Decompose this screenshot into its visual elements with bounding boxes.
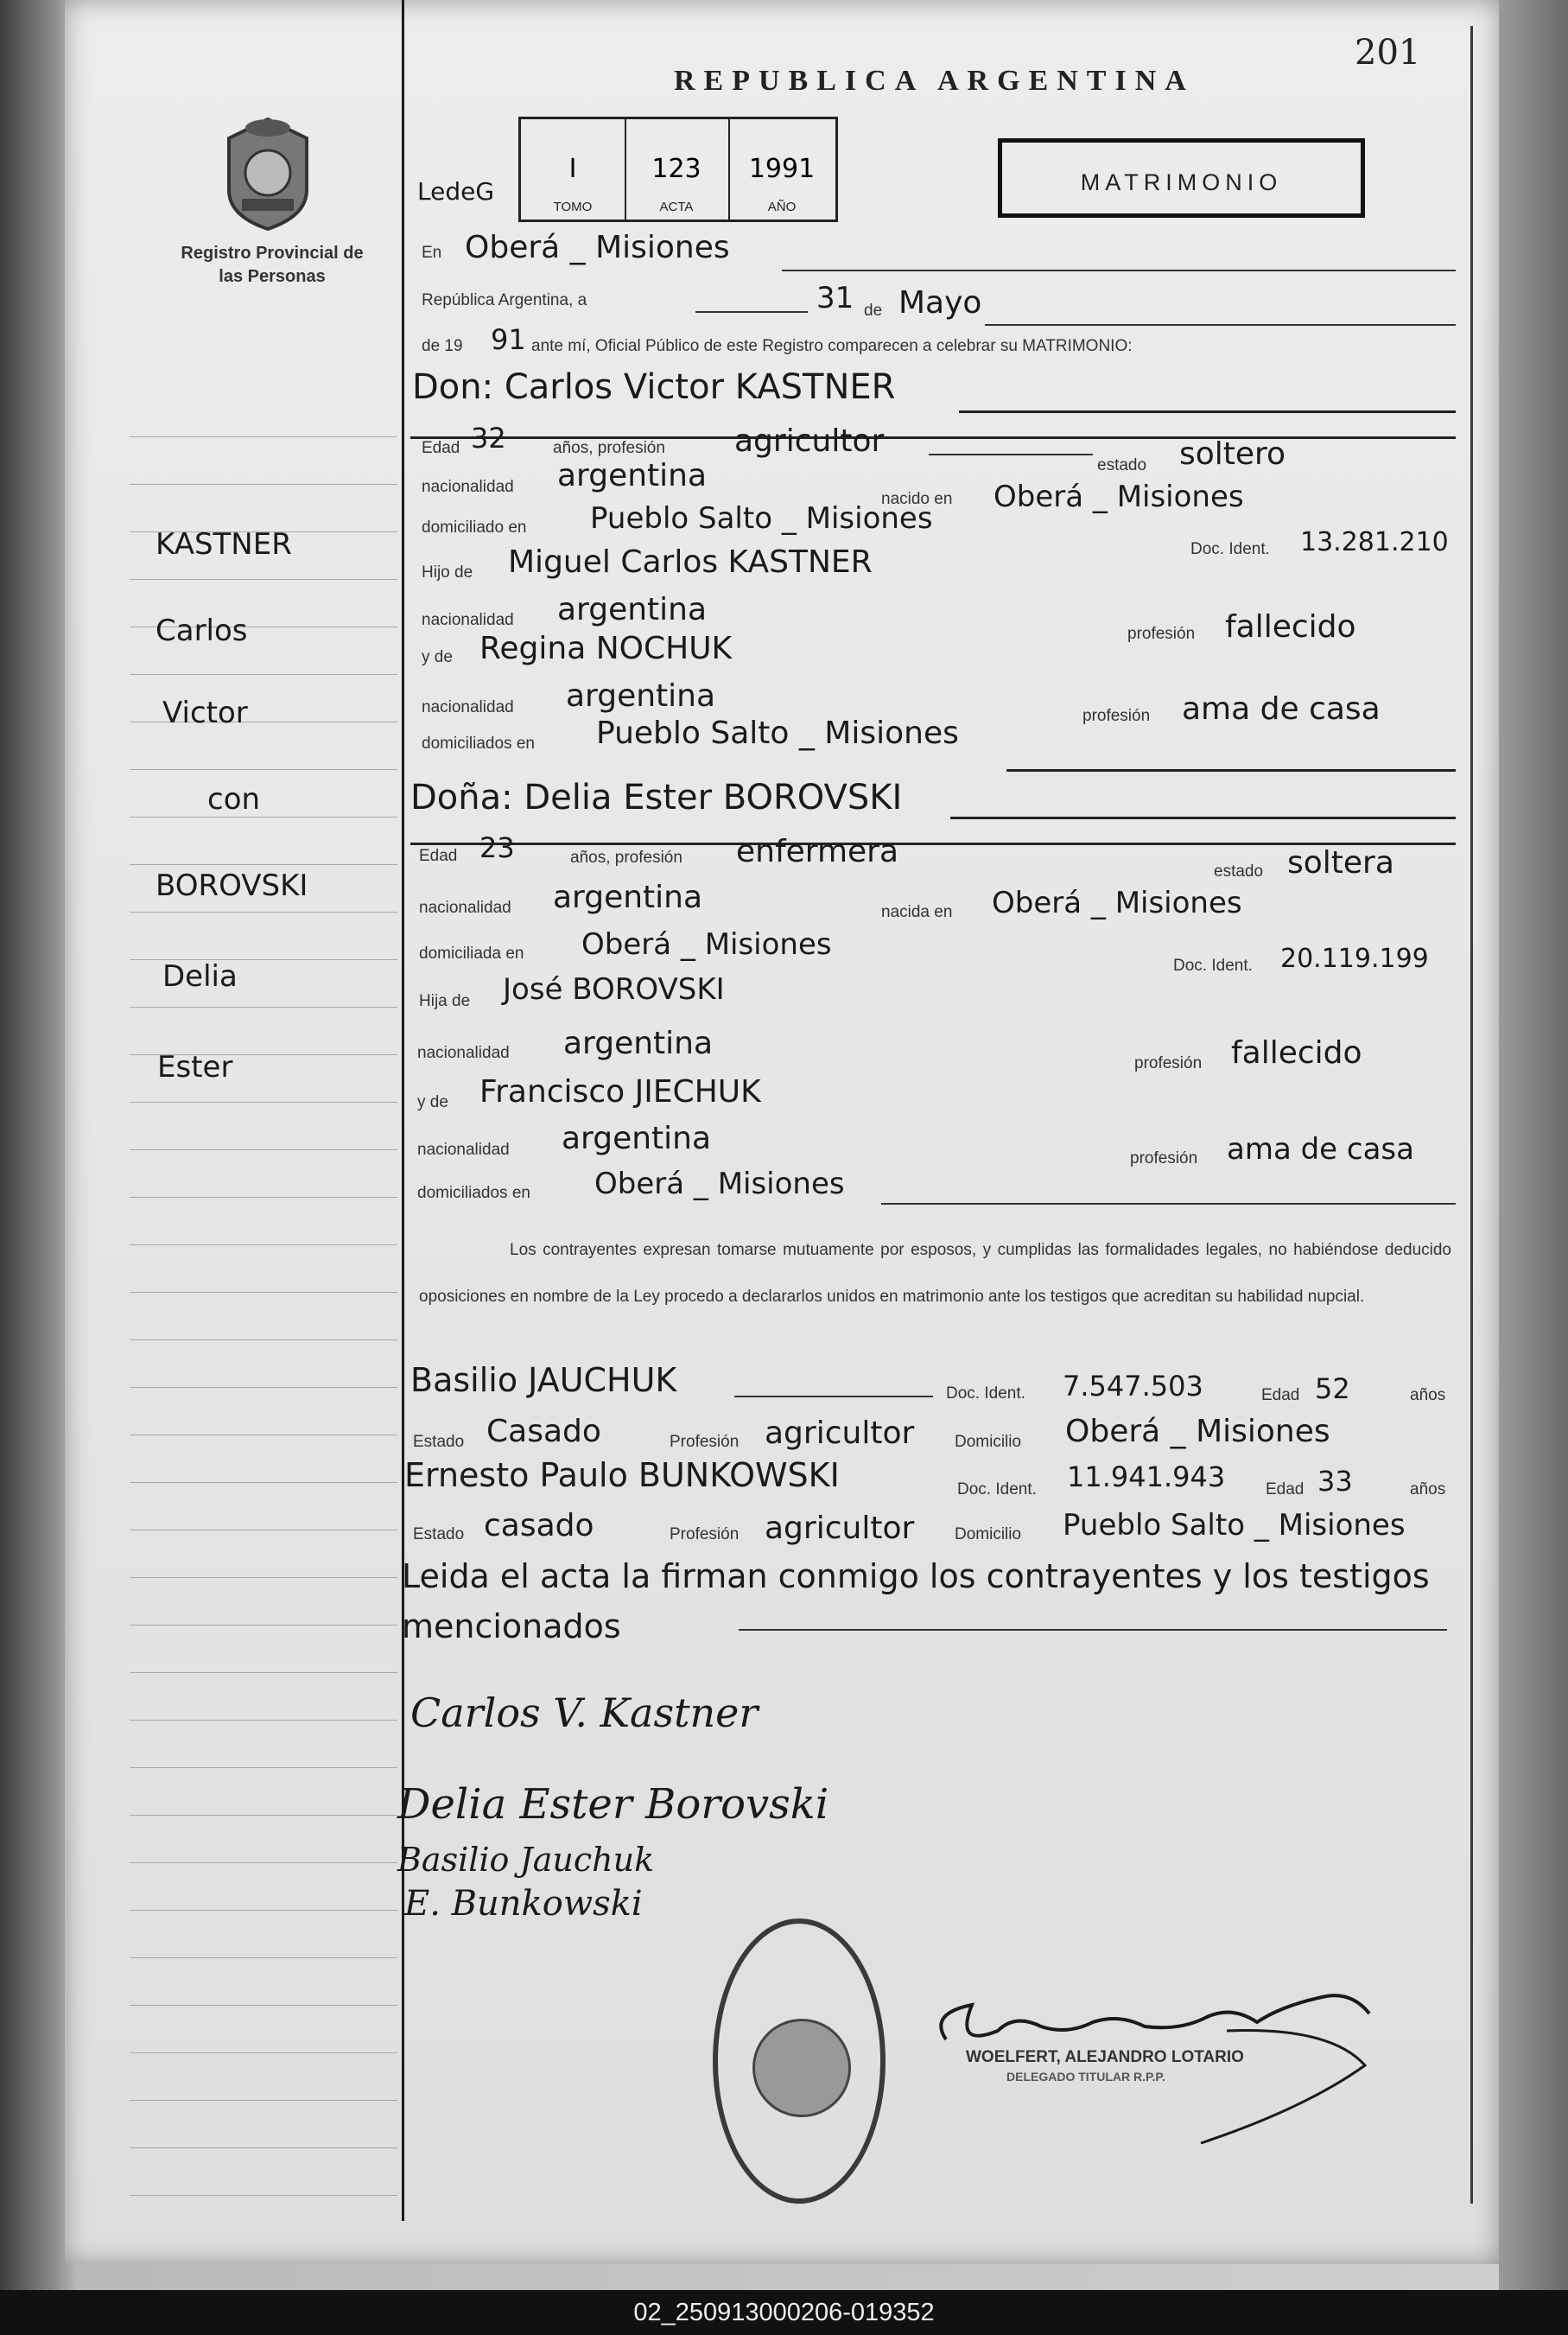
groom-name: Don: Carlos Victor KASTNER [412, 367, 896, 407]
witness-1-edad: 52 [1315, 1372, 1350, 1405]
margin-rule-line [130, 1102, 397, 1103]
groom-father-label: Hijo de [422, 563, 473, 582]
bride-edad-label: Edad [419, 847, 458, 865]
scan-id-footer: 02_250913000206-019352 [0, 2290, 1568, 2335]
margin-rule-line [130, 484, 397, 485]
right-border-line [1470, 26, 1473, 2204]
witness-1-estado-label: Estado [413, 1433, 465, 1451]
margin-name: con [207, 782, 261, 817]
groom-mother-prof: ama de casa [1182, 691, 1381, 727]
margin-rule-line [130, 1577, 397, 1578]
tomo-label: TOMO [553, 200, 593, 214]
page-number: 201 [1355, 33, 1421, 73]
fill-line [739, 1629, 1447, 1631]
bride-doc: 20.119.199 [1280, 944, 1429, 974]
acta-label: ACTA [659, 200, 694, 214]
margin-rule-line [130, 1625, 397, 1626]
margin-rule-line [130, 2195, 397, 2196]
date-day: 31 [816, 281, 854, 315]
margin-name: Victor [162, 696, 248, 730]
fill-line [881, 1203, 1456, 1205]
bride-father-nac-label: nacionalidad [417, 1044, 510, 1062]
groom-father-prof: fallecido [1225, 609, 1356, 645]
bride-mother-nac-label: nacionalidad [417, 1141, 510, 1159]
fill-line [695, 311, 808, 313]
margin-rule-line [130, 817, 397, 818]
groom-nacido-label: nacido en [881, 490, 953, 508]
groom-doc-label: Doc. Ident. [1190, 540, 1270, 558]
official-name: WOELFERT, ALEJANDRO LOTARIO [966, 2048, 1244, 2066]
groom-edad-label: Edad [422, 439, 460, 457]
margin-rule-line [130, 1387, 397, 1388]
margin-rule-line [130, 1815, 397, 1816]
margin-rule-line [130, 1910, 397, 1911]
margin-rule-line [130, 2005, 397, 2006]
fill-line [950, 817, 1456, 819]
ano-value: 1991 [748, 154, 816, 184]
groom-father-nac: argentina [557, 592, 708, 627]
official-stamp-icon [713, 1918, 886, 2204]
bride-mother: Francisco JIECHUK [479, 1074, 761, 1110]
witness-2-edad-label: Edad [1266, 1480, 1305, 1498]
witness-2-profesion: agricultor [765, 1511, 915, 1546]
margin-name: Carlos [156, 614, 248, 648]
witness-2-anos-label: años [1410, 1480, 1446, 1498]
bride-edad: 23 [479, 831, 515, 864]
groom-estado-label: estado [1097, 456, 1147, 474]
margin-rule-line [130, 1720, 397, 1721]
groom-profesion: agricultor [734, 423, 885, 459]
place-label: En [422, 244, 442, 262]
bride-mother-prof-label: profesión [1130, 1149, 1198, 1168]
margin-rule-line [130, 1482, 397, 1483]
margin-rule-line [130, 1862, 397, 1863]
bride-mother-nac: argentina [562, 1121, 712, 1156]
witness-1-anos-label: años [1410, 1386, 1446, 1404]
date-label: República Argentina, a [422, 291, 587, 309]
record-type-box: MATRIMONIO [998, 138, 1365, 218]
margin-rule-line [130, 769, 397, 770]
margin-name: BOROVSKI [156, 868, 308, 903]
country-heading: REPUBLICA ARGENTINA [674, 65, 1195, 97]
margin-rule-line [130, 1007, 397, 1008]
margin-rule-line [130, 1149, 397, 1150]
bride-nac-label: nacionalidad [419, 899, 511, 917]
witness-2-doc: 11.941.943 [1067, 1460, 1226, 1493]
bride-anos-label: años, profesión [570, 849, 682, 867]
bride-estado-label: estado [1214, 862, 1264, 881]
bride-father-label: Hija de [419, 992, 471, 1010]
tomo-cell [521, 119, 626, 220]
page-edge [1499, 0, 1568, 2290]
bride-nacida: Oberá _ Misiones [992, 886, 1242, 920]
ano-cell [728, 119, 835, 220]
date-year-prefix: de 19 [422, 337, 463, 355]
stamp-center-icon [752, 2019, 851, 2117]
groom-nacionalidad: argentina [557, 458, 708, 493]
bride-mother-label: y de [417, 1093, 448, 1111]
witness-2-edad: 33 [1317, 1465, 1353, 1498]
margin-rule-line [130, 2147, 397, 2148]
bride-doc-label: Doc. Ident. [1173, 957, 1253, 975]
registry-name: Registro Provincial de las Personas [181, 244, 364, 286]
groom-parents-dom: Pueblo Salto _ Misiones [596, 716, 959, 751]
fill-line [959, 410, 1456, 413]
margin-rule-line [130, 579, 397, 580]
groom-anos-label: años, profesión [553, 439, 665, 457]
signature-witness-1: Basilio Jauchuk [397, 1841, 655, 1879]
fill-line [985, 324, 1456, 326]
margin-rule-line [130, 1957, 397, 1958]
margin-rule-line [130, 674, 397, 675]
closing-statement: Leida el acta la firman conmigo los contrayentes y los testigos mencionados [402, 1557, 1430, 1645]
signature-flourish-icon [1175, 2022, 1382, 2152]
groom-mother-prof-label: profesión [1082, 707, 1151, 725]
bride-dom-label: domiciliada en [419, 945, 524, 963]
bride-father-prof-label: profesión [1134, 1054, 1203, 1072]
margin-rule-line [130, 912, 397, 913]
witness-1-profesion: agricultor [765, 1416, 915, 1451]
legal-statement: Los contrayentes expresan tomarse mutuamente por esposos, y cumplidas las formalidades legales, no habiéndose deducido oposiciones en nombre de la Ley procedo a declararlos unidos en matrimonio ante los testigos que acreditan su habilidad nupcial. [419, 1241, 1451, 1306]
bride-nacionalidad: argentina [553, 880, 703, 915]
groom-mother: Regina NOCHUK [479, 631, 733, 666]
acta-cell [625, 119, 730, 220]
official-title: DELEGADO TITULAR R.P.P. [1006, 2070, 1165, 2084]
ano-label: AÑO [767, 200, 797, 214]
date-de: de [864, 302, 883, 320]
witness-2-prof-label: Profesión [670, 1525, 740, 1543]
provincial-seal-icon [216, 112, 320, 233]
groom-domicilio: Pueblo Salto _ Misiones [590, 501, 933, 536]
fill-line [1006, 769, 1456, 772]
groom-mother-label: y de [422, 648, 453, 666]
tomo-value: I [568, 154, 577, 184]
fill-line [734, 1396, 933, 1397]
groom-estado: soltero [1179, 436, 1286, 472]
groom-dom-label: domiciliado en [422, 519, 527, 537]
bride-estado: soltera [1287, 845, 1394, 881]
reference-prefix: LedeG [417, 177, 495, 206]
signature-bride: Delia Ester Borovski [397, 1780, 829, 1829]
groom-nac-label: nacionalidad [422, 478, 514, 496]
bride-father-prof: fallecido [1231, 1035, 1362, 1071]
signature-witness-2: E. Bunkowski [404, 1884, 643, 1924]
date-month: Mayo [898, 285, 982, 321]
groom-parents-dom-label: domiciliados en [422, 735, 535, 753]
bride-father: José BOROVSKI [503, 972, 725, 1007]
groom-father: Miguel Carlos KASTNER [508, 544, 873, 580]
witness-2-doc-label: Doc. Ident. [957, 1480, 1037, 1498]
groom-mother-nac-label: nacionalidad [422, 698, 514, 716]
witness-1-estado: Casado [486, 1414, 601, 1449]
witness-1-name: Basilio JAUCHUK [410, 1361, 677, 1399]
margin-name: Ester [157, 1050, 233, 1085]
margin-rule-line [130, 2100, 397, 2101]
groom-edad: 32 [471, 422, 506, 455]
bride-domicilio: Oberá _ Misiones [581, 927, 832, 962]
margin-rule-line [130, 1767, 397, 1768]
margin-rule-line [130, 1197, 397, 1198]
margin-rule-line [130, 2052, 397, 2053]
date-year-suffix: 91 [491, 323, 526, 356]
margin-rule-line [130, 1244, 397, 1245]
margin-rule-line [130, 1339, 397, 1340]
witness-1-doc-label: Doc. Ident. [946, 1384, 1025, 1403]
date-statement: ante mí, Oficial Público de este Registro comparecen a celebrar su MATRIMONIO: [531, 337, 1133, 355]
witness-1-domicilio: Oberá _ Misiones [1065, 1414, 1330, 1449]
margin-rule-line [130, 1672, 397, 1673]
fill-line [929, 454, 1093, 455]
margin-name: KASTNER [156, 527, 292, 562]
groom-nacido: Oberá _ Misiones [993, 480, 1244, 514]
witness-2-estado-label: Estado [413, 1525, 465, 1543]
witness-2-dom-label: Domicilio [955, 1525, 1022, 1543]
reference-box [518, 117, 838, 222]
acta-value: 123 [651, 154, 701, 184]
groom-father-nac-label: nacionalidad [422, 611, 514, 629]
witness-2-name: Ernesto Paulo BUNKOWSKI [404, 1456, 840, 1494]
margin-rule-line [130, 864, 397, 865]
groom-father-prof-label: profesión [1127, 625, 1196, 643]
bride-parents-dom-label: domiciliados en [417, 1184, 530, 1202]
witness-2-domicilio: Pueblo Salto _ Misiones [1063, 1508, 1406, 1543]
witness-1-dom-label: Domicilio [955, 1433, 1022, 1451]
signature-groom: Carlos V. Kastner [410, 1689, 759, 1736]
witness-2-estado: casado [484, 1508, 594, 1543]
margin-name: Delia [162, 959, 238, 994]
bride-mother-prof: ama de casa [1227, 1132, 1414, 1167]
fill-line [782, 270, 1456, 271]
bride-father-nac: argentina [563, 1026, 714, 1061]
bride-name: Doña: Delia Ester BOROVSKI [410, 778, 903, 818]
margin-rule-line [130, 436, 397, 437]
groom-doc: 13.281.210 [1300, 527, 1449, 557]
witness-1-edad-label: Edad [1261, 1386, 1300, 1404]
bride-parents-dom: Oberá _ Misiones [594, 1167, 845, 1201]
place-value: Oberá _ Misiones [465, 230, 730, 265]
margin-rule-line [130, 1292, 397, 1293]
witness-1-doc: 7.547.503 [1063, 1370, 1203, 1403]
groom-mother-nac: argentina [566, 678, 716, 714]
witness-1-prof-label: Profesión [670, 1433, 740, 1451]
bride-profesion: enfermera [736, 834, 899, 869]
bride-nacida-label: nacida en [881, 903, 953, 921]
